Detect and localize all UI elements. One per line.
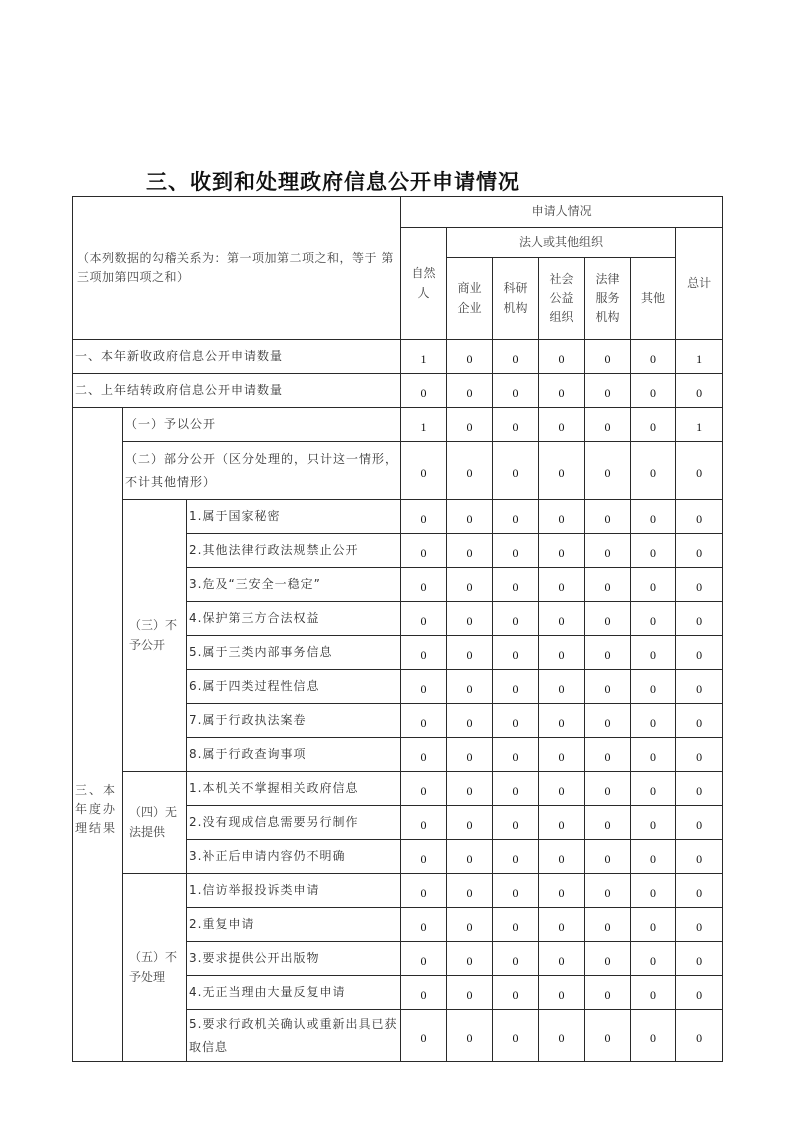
row-label: （二）部分公开（区分处理的，只计这一情形，不计其他情形） [123, 442, 401, 500]
total-value-cell: 0 [676, 772, 723, 806]
value-cell: 0 [539, 408, 585, 442]
natural-person-header: 自然人 [401, 228, 447, 340]
value-cell: 0 [631, 976, 676, 1010]
value-cell: 0 [493, 568, 539, 602]
value-cell: 0 [585, 908, 631, 942]
group-label: （三）不予公开 [123, 500, 187, 772]
value-cell: 0 [447, 636, 493, 670]
value-cell: 0 [401, 500, 447, 534]
value-cell: 0 [401, 840, 447, 874]
value-cell: 0 [401, 908, 447, 942]
value-cell: 0 [493, 908, 539, 942]
value-cell: 0 [447, 1010, 493, 1062]
total-value-cell: 0 [676, 908, 723, 942]
value-cell: 0 [631, 442, 676, 500]
value-cell: 0 [447, 704, 493, 738]
value-cell: 0 [631, 704, 676, 738]
value-cell: 0 [585, 738, 631, 772]
value-cell: 0 [631, 840, 676, 874]
value-cell: 0 [631, 874, 676, 908]
row-label: 4.无正当理由大量反复申请 [187, 976, 401, 1010]
value-cell: 1 [401, 340, 447, 374]
value-cell: 0 [401, 670, 447, 704]
value-cell: 0 [447, 602, 493, 636]
value-cell: 0 [447, 738, 493, 772]
value-cell: 0 [493, 340, 539, 374]
legal-or-other-org-header: 法人或其他组织 [447, 228, 676, 258]
value-cell: 0 [539, 976, 585, 1010]
value-cell: 0 [539, 840, 585, 874]
value-cell: 0 [447, 840, 493, 874]
value-cell: 0 [401, 704, 447, 738]
value-cell: 0 [493, 772, 539, 806]
value-cell: 0 [539, 500, 585, 534]
value-cell: 0 [493, 670, 539, 704]
total-value-cell: 0 [676, 874, 723, 908]
value-cell: 0 [631, 500, 676, 534]
row-label: 3.要求提供公开出版物 [187, 942, 401, 976]
value-cell: 0 [447, 442, 493, 500]
total-value-cell: 1 [676, 340, 723, 374]
value-cell: 0 [401, 534, 447, 568]
value-cell: 0 [631, 568, 676, 602]
group-label: （四）无法提供 [123, 772, 187, 874]
value-cell: 0 [401, 442, 447, 500]
row-label: 1.本机关不掌握相关政府信息 [187, 772, 401, 806]
section-3-label: 三、本年度办理结果 [73, 408, 123, 1062]
total-value-cell: 0 [676, 500, 723, 534]
value-cell: 0 [539, 670, 585, 704]
value-cell: 0 [447, 908, 493, 942]
value-cell: 0 [539, 738, 585, 772]
value-cell: 0 [631, 374, 676, 408]
org-type-header: 其他 [631, 258, 676, 340]
row-label: （一）予以公开 [123, 408, 401, 442]
value-cell: 0 [447, 976, 493, 1010]
value-cell: 0 [585, 1010, 631, 1062]
value-cell: 0 [585, 806, 631, 840]
value-cell: 0 [447, 408, 493, 442]
value-cell: 0 [493, 636, 539, 670]
total-value-cell: 0 [676, 374, 723, 408]
value-cell: 0 [631, 772, 676, 806]
value-cell: 0 [631, 408, 676, 442]
value-cell: 0 [447, 806, 493, 840]
value-cell: 0 [539, 942, 585, 976]
value-cell: 1 [401, 408, 447, 442]
value-cell: 0 [585, 704, 631, 738]
row-label: 二、上年结转政府信息公开申请数量 [73, 374, 401, 408]
value-cell: 0 [539, 772, 585, 806]
value-cell: 0 [585, 442, 631, 500]
value-cell: 0 [447, 534, 493, 568]
value-cell: 0 [585, 874, 631, 908]
value-cell: 0 [493, 408, 539, 442]
total-value-cell: 0 [676, 840, 723, 874]
value-cell: 0 [493, 602, 539, 636]
value-cell: 0 [539, 340, 585, 374]
value-cell: 0 [447, 500, 493, 534]
total-value-cell: 0 [676, 738, 723, 772]
value-cell: 0 [539, 442, 585, 500]
row-label: 1.信访举报投诉类申请 [187, 874, 401, 908]
value-cell: 0 [631, 602, 676, 636]
applicant-situation-header: 申请人情况 [401, 197, 723, 228]
value-cell: 0 [447, 670, 493, 704]
total-value-cell: 0 [676, 602, 723, 636]
value-cell: 0 [539, 602, 585, 636]
total-value-cell: 0 [676, 942, 723, 976]
value-cell: 0 [585, 976, 631, 1010]
value-cell: 0 [447, 942, 493, 976]
value-cell: 0 [493, 704, 539, 738]
row-label: 4.保护第三方合法权益 [187, 602, 401, 636]
total-value-cell: 1 [676, 408, 723, 442]
value-cell: 0 [539, 1010, 585, 1062]
value-cell: 0 [585, 840, 631, 874]
value-cell: 0 [631, 340, 676, 374]
value-cell: 0 [493, 942, 539, 976]
value-cell: 0 [539, 874, 585, 908]
value-cell: 0 [493, 534, 539, 568]
value-cell: 0 [585, 340, 631, 374]
value-cell: 0 [539, 636, 585, 670]
value-cell: 0 [585, 408, 631, 442]
value-cell: 0 [493, 442, 539, 500]
value-cell: 0 [585, 670, 631, 704]
row-label: 5.要求行政机关确认或重新出具已获取信息 [187, 1010, 401, 1062]
value-cell: 0 [585, 374, 631, 408]
row-label: 3.危及“三安全一稳定” [187, 568, 401, 602]
value-cell: 0 [401, 568, 447, 602]
value-cell: 0 [401, 602, 447, 636]
total-value-cell: 0 [676, 806, 723, 840]
value-cell: 0 [493, 874, 539, 908]
value-cell: 0 [401, 806, 447, 840]
total-value-cell: 0 [676, 442, 723, 500]
table-row [73, 874, 723, 908]
row-label: 6.属于四类过程性信息 [187, 670, 401, 704]
org-type-header: 法律服务机构 [585, 258, 631, 340]
table-row [73, 500, 723, 534]
total-value-cell: 0 [676, 1010, 723, 1062]
value-cell: 0 [493, 500, 539, 534]
table-row [73, 408, 723, 442]
org-type-header: 科研机构 [493, 258, 539, 340]
value-cell: 0 [493, 1010, 539, 1062]
row-label: 2.其他法律行政法规禁止公开 [187, 534, 401, 568]
value-cell: 0 [539, 534, 585, 568]
table-row [73, 374, 723, 408]
value-cell: 0 [585, 942, 631, 976]
total-value-cell: 0 [676, 534, 723, 568]
total-value-cell: 0 [676, 976, 723, 1010]
value-cell: 0 [401, 942, 447, 976]
row-label: 一、本年新收政府信息公开申请数量 [73, 340, 401, 374]
value-cell: 0 [631, 738, 676, 772]
value-cell: 0 [585, 636, 631, 670]
value-cell: 0 [493, 976, 539, 1010]
total-value-cell: 0 [676, 568, 723, 602]
value-cell: 0 [631, 806, 676, 840]
value-cell: 0 [401, 374, 447, 408]
value-cell: 0 [447, 772, 493, 806]
value-cell: 0 [447, 874, 493, 908]
table-row [73, 772, 723, 806]
balance-note: （本列数据的勾稽关系为：第一项加第二项之和，等于 第三项加第四项之和） [73, 197, 401, 340]
value-cell: 0 [539, 568, 585, 602]
row-label: 5.属于三类内部事务信息 [187, 636, 401, 670]
value-cell: 0 [539, 374, 585, 408]
value-cell: 0 [447, 568, 493, 602]
value-cell: 0 [539, 806, 585, 840]
value-cell: 0 [401, 738, 447, 772]
value-cell: 0 [401, 874, 447, 908]
value-cell: 0 [585, 568, 631, 602]
value-cell: 0 [585, 534, 631, 568]
row-label: 7.属于行政执法案卷 [187, 704, 401, 738]
value-cell: 0 [585, 500, 631, 534]
application-statistics-table [72, 196, 723, 1062]
total-header: 总计 [676, 228, 723, 340]
total-value-cell: 0 [676, 670, 723, 704]
value-cell: 0 [447, 340, 493, 374]
org-type-header: 社会公益组织 [539, 258, 585, 340]
group-label: （五）不予处理 [123, 874, 187, 1062]
value-cell: 0 [631, 636, 676, 670]
section-title: 三、收到和处理政府信息公开申请情况 [146, 170, 520, 194]
value-cell: 0 [539, 704, 585, 738]
row-label: 2.重复申请 [187, 908, 401, 942]
value-cell: 0 [585, 772, 631, 806]
value-cell: 0 [401, 772, 447, 806]
total-value-cell: 0 [676, 636, 723, 670]
table-row [73, 340, 723, 374]
value-cell: 0 [401, 976, 447, 1010]
table-row [73, 442, 723, 500]
value-cell: 0 [539, 908, 585, 942]
value-cell: 0 [493, 840, 539, 874]
value-cell: 0 [401, 636, 447, 670]
row-label: 8.属于行政查询事项 [187, 738, 401, 772]
value-cell: 0 [585, 602, 631, 636]
value-cell: 0 [631, 670, 676, 704]
value-cell: 0 [631, 1010, 676, 1062]
value-cell: 0 [493, 738, 539, 772]
value-cell: 0 [631, 942, 676, 976]
total-value-cell: 0 [676, 704, 723, 738]
value-cell: 0 [401, 1010, 447, 1062]
value-cell: 0 [493, 806, 539, 840]
value-cell: 0 [631, 908, 676, 942]
row-label: 3.补正后申请内容仍不明确 [187, 840, 401, 874]
value-cell: 0 [631, 534, 676, 568]
row-label: 2.没有现成信息需要另行制作 [187, 806, 401, 840]
row-label: 1.属于国家秘密 [187, 500, 401, 534]
org-type-header: 商业企业 [447, 258, 493, 340]
value-cell: 0 [493, 374, 539, 408]
value-cell: 0 [447, 374, 493, 408]
